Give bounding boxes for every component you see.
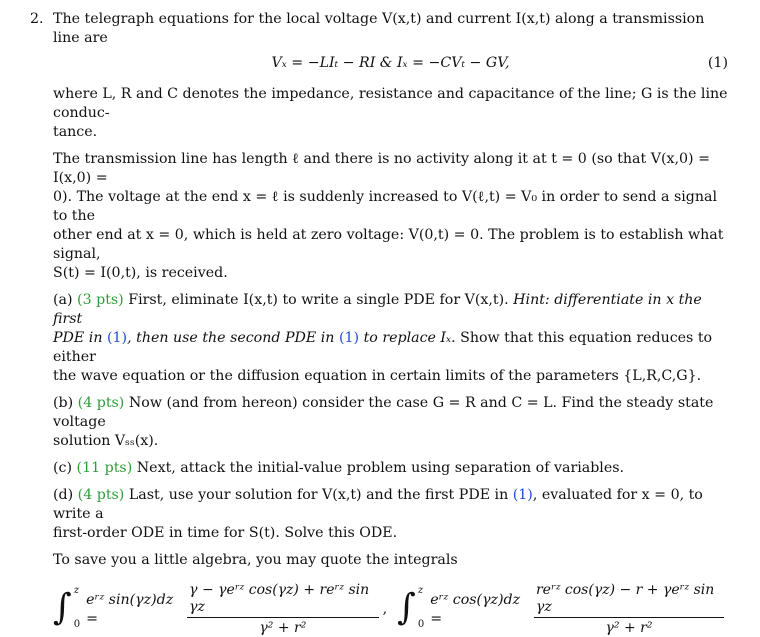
equation-ref-2: (1)	[338, 330, 360, 346]
fraction-bar	[187, 617, 378, 618]
numerator: γ − γeʳᶻ cos(γz) + reʳᶻ sin γz	[189, 582, 370, 615]
part-c-label: (c)	[53, 460, 73, 476]
equation-tag: (1)	[707, 55, 728, 71]
integral-sin	[53, 582, 387, 637]
part-d-points: (4 pts)	[77, 487, 125, 503]
part-a-hint-1: Hint: differentiate in x the first	[53, 292, 702, 327]
part-b-line-1	[53, 394, 728, 432]
separator: ,	[382, 601, 388, 617]
part-a-points: (3 pts)	[77, 292, 124, 308]
lower-limit: 0	[73, 618, 81, 630]
integrand: eʳᶻ cos(γz)dz =	[430, 591, 521, 627]
where-paragraph	[53, 85, 728, 142]
part-d-text-1a: Last, use your solution for V(x,t) and the first PDE in	[128, 487, 509, 503]
fraction	[534, 582, 724, 637]
setup-line-4: S(t) = I(0,t), is received.	[53, 265, 228, 281]
problem-2	[30, 10, 728, 637]
equation-ref-1: (1)	[106, 330, 128, 346]
setup-line-3: other end at x = 0, which is held at zero voltage: V(0,t) = 0. The problem is to establish what signal,	[53, 227, 724, 262]
upper-limit: z	[73, 584, 80, 596]
part-c-text: Next, attack the initial-value problem using separation of variables.	[136, 460, 625, 476]
part-a-line-1	[53, 291, 728, 329]
part-a-label: (a)	[53, 292, 73, 308]
part-a	[53, 291, 728, 386]
setup-line-2: 0). The voltage at the end x = ℓ is suddenly increased to V(ℓ,t) = V₀ in order to send a signal to the	[53, 189, 717, 224]
integral-sign-icon: ∫	[53, 586, 72, 628]
denominator: γ² + r²	[605, 620, 653, 636]
integrand: eʳᶻ sin(γz)dz =	[86, 591, 174, 627]
equation-ref-3: (1)	[512, 487, 533, 503]
lower-limit: 0	[417, 618, 425, 630]
where-line-1: where L, R and C denotes the impedance, resistance and capacitance of the line; G is the line conduc-	[53, 86, 728, 121]
part-d-text-1b: , evaluated for x = 0, to write a	[53, 487, 703, 522]
equation-text: Vₓ = −LIₜ − RI & Iₓ = −CVₜ − GV,	[271, 55, 510, 71]
fraction	[187, 582, 378, 637]
integrals-intro: To save you a little algebra, you may quote the integrals	[53, 552, 458, 568]
problem-body	[53, 10, 728, 637]
integral-limits	[74, 586, 80, 630]
part-a-hint-2a: PDE in	[53, 330, 103, 346]
fraction-bar	[534, 617, 724, 618]
integral-sign-icon: ∫	[397, 586, 416, 628]
part-b	[53, 394, 728, 451]
integral-limits	[418, 586, 424, 630]
problem-number: 2.	[30, 11, 44, 27]
where-line-2: tance.	[53, 124, 98, 140]
part-d-line-2: first-order ODE in time for S(t). Solve this ODE.	[53, 525, 398, 541]
part-b-line-2: solution Vₛₛ(x).	[53, 433, 159, 449]
part-a-text-1: First, eliminate I(x,t) to write a single PDE for V(x,t).	[128, 292, 509, 308]
part-d-line-1	[53, 486, 728, 524]
numerator: reʳᶻ cos(γz) − r + γeʳᶻ sin γz	[535, 582, 715, 615]
integral-cos	[397, 582, 728, 637]
telegraph-equations	[53, 54, 728, 73]
part-d-label: (d)	[53, 487, 74, 503]
setup-line-1: The transmission line has length ℓ and there is no activity along it at t = 0 (so that V(x,0) = I(x,0) =	[53, 151, 710, 186]
intro-text: The telegraph equations for the local voltage V(x,t) and current I(x,t) along a transmission line are	[53, 11, 705, 46]
part-a-text-2: Show that this equation reduces to either	[53, 330, 713, 365]
part-c-points: (11 pts)	[76, 460, 133, 476]
part-c	[53, 459, 728, 478]
part-a-line-3: the wave equation or the diffusion equation in certain limits of the parameters {L,R,C,G}.	[53, 368, 702, 384]
part-b-label: (b)	[53, 395, 74, 411]
denominator: γ² + r²	[259, 620, 307, 636]
setup-paragraph	[53, 150, 728, 283]
part-a-hint-2b: , then use the second PDE in	[127, 330, 335, 346]
part-a-hint-2c: to replace Iₓ.	[363, 330, 456, 346]
upper-limit: z	[417, 584, 424, 596]
integral-formulas	[53, 582, 728, 637]
part-d	[53, 486, 728, 543]
part-a-line-2	[53, 329, 728, 367]
part-b-text-1: Now (and from hereon) consider the case G = R and C = L. Find the steady state voltage	[53, 395, 714, 430]
part-b-points: (4 pts)	[77, 395, 125, 411]
